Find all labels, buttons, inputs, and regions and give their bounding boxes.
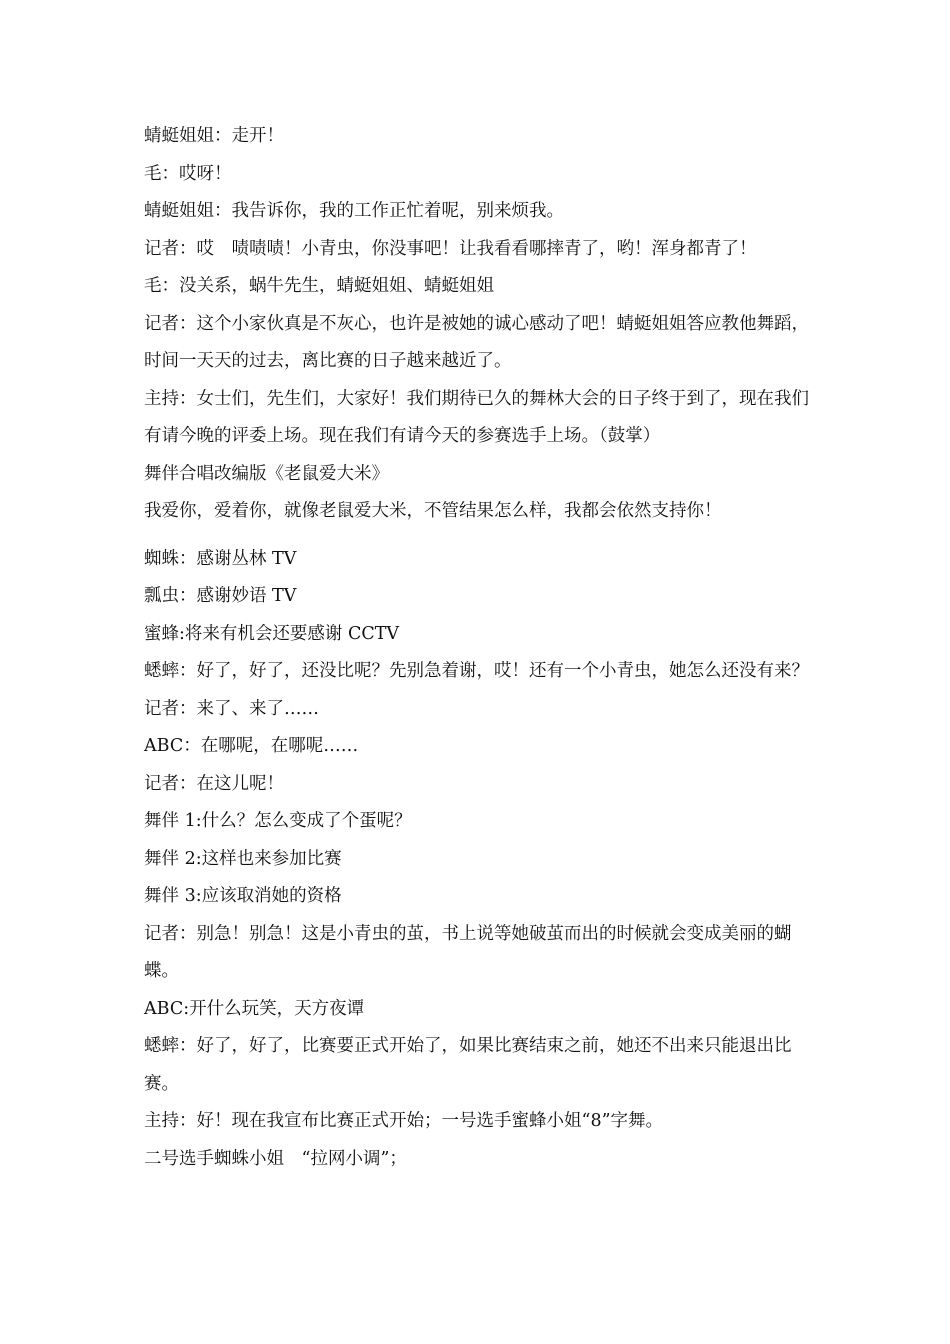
paragraph: ABC:开什么玩笑，天方夜谭 [144, 998, 365, 1019]
paragraph: 我爱你，爱着你，就像老鼠爱大米，不管结果怎么样，我都会依然支持你！ [144, 501, 722, 521]
paragraph: 舞伴 3:应该取消她的资格 [144, 886, 342, 906]
paragraph: ABC：在哪呢，在哪呢…… [144, 736, 359, 756]
paragraph: 记者：别急！别急！这是小青虫的茧，书上说等她破茧而出的时候就会变成美丽的蝴蝶。 [144, 923, 792, 981]
paragraph: 舞伴合唱改编版《老鼠爱大米》 [144, 463, 389, 484]
paragraph: 蜘蛛：感谢丛林 TV [144, 548, 297, 569]
paragraph: 瓢虫：感谢妙语 TV [144, 586, 297, 606]
paragraph: 记者：在这儿呢！ [144, 773, 284, 794]
paragraph: 毛：哎呀！ [144, 163, 232, 184]
paragraph: 主持：好！现在我宣布比赛正式开始；一号选手蜜蜂小姐“8”字舞。 [144, 1111, 664, 1131]
paragraph: 记者：来了、来了…… [144, 698, 319, 719]
document-body [144, 118, 812, 1178]
paragraph: 主持：女士们，先生们，大家好！我们期待已久的舞林大会的日子终于到了，现在我们有请今晚的评委上场。现在我们有请今天的参赛选手上场。（鼓掌） [144, 388, 809, 446]
paragraph: 蟋蟀：好了，好了，还没比呢？先别急着谢，哎！还有一个小青虫，她怎么还没有来？ [144, 661, 809, 681]
paragraph: 蟋蟀：好了，好了，比赛要正式开始了，如果比赛结束之前，她还不出来只能退出比赛。 [144, 1036, 792, 1094]
paragraph: 蜜蜂:将来有机会还要感谢 CCTV [144, 623, 400, 644]
paragraph: 蜻蜓姐姐：我告诉你，我的工作正忙着呢，别来烦我。 [144, 201, 564, 221]
paragraph: 二号选手蜘蛛小姐 “拉网小调”； [144, 1148, 407, 1169]
paragraph: 蜻蜓姐姐：走开！ [144, 126, 284, 146]
paragraph: 舞伴 1:什么？怎么变成了个蛋呢？ [144, 811, 412, 831]
paragraph: 记者：这个小家伙真是不灰心，也许是被她的诚心感动了吧！蜻蜓姐姐答应教他舞蹈，时间一天天的过去，离比赛的日子越来越近了。 [144, 313, 809, 371]
paragraph-gap [144, 531, 812, 541]
paragraph: 毛：没关系，蜗牛先生，蜻蜓姐姐、蜻蜓姐姐 [144, 276, 494, 296]
paragraph: 舞伴 2:这样也来参加比赛 [144, 848, 342, 869]
paragraph: 记者：哎 啧啧啧！小青虫，你没事吧！让我看看哪摔青了，哟！浑身都青了！ [144, 238, 757, 259]
